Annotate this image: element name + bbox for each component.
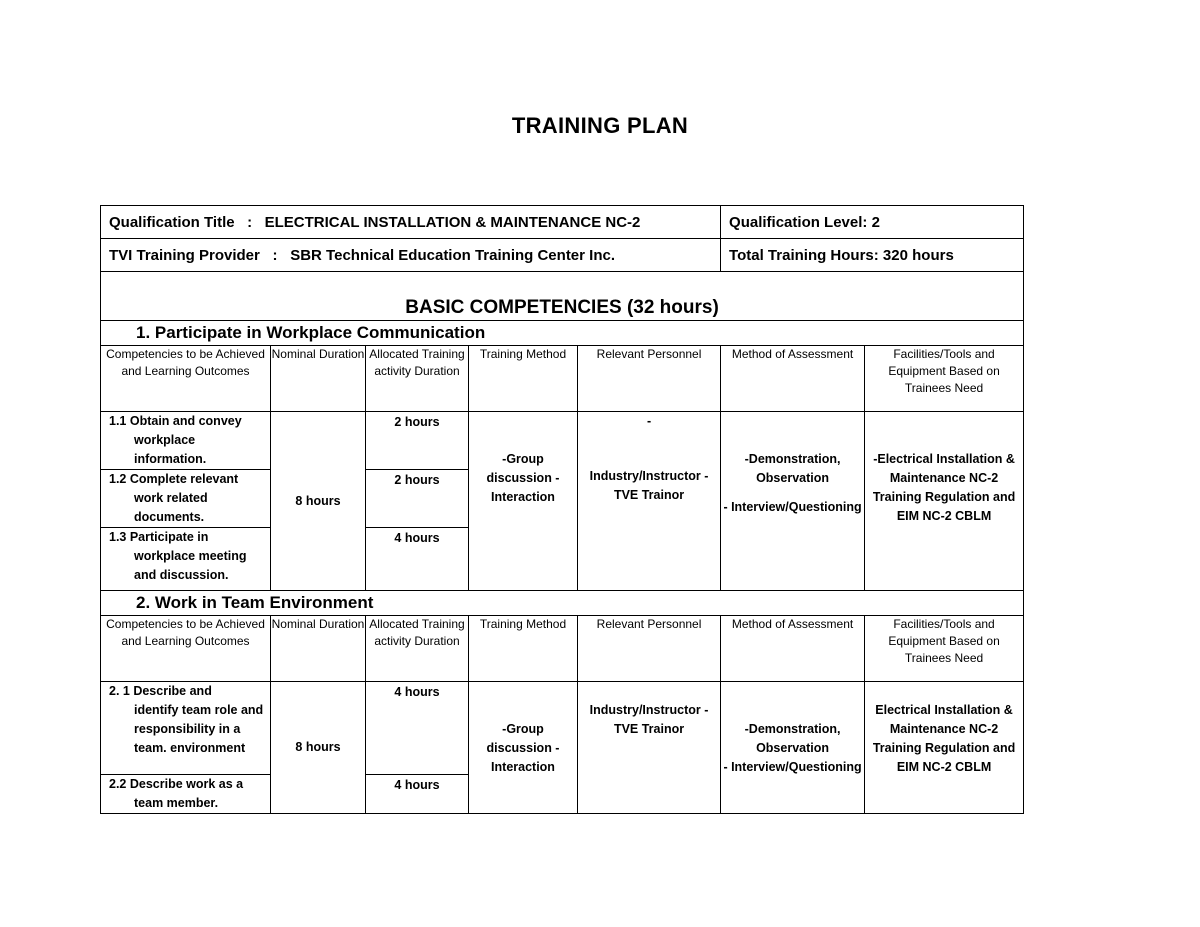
qualification-value: ELECTRICAL INSTALLATION & MAINTENANCE NC-2 [264, 213, 641, 231]
allocated-duration: 4 hours [366, 775, 469, 814]
provider-label: TVI Training Provider [109, 246, 260, 264]
relevant-personnel [578, 412, 721, 591]
col-header-method: Training Method [469, 346, 578, 412]
facilities-text: Electrical Installation & Maintenance NC-2 Training Regulation and [872, 703, 1016, 755]
outcome-number: 1.3 Participate in [109, 530, 209, 544]
basic-competencies-row [101, 272, 1024, 321]
col-header-facilities: Facilities/Tools and Equipment Based on Trainees Need [865, 616, 1024, 682]
facilities [865, 412, 1024, 591]
section-1-heading: 1. Participate in Workplace Communication [101, 321, 1024, 346]
allocated-duration: 4 hours [366, 528, 469, 591]
provider-separator: : [272, 246, 278, 264]
outcome-text: identify team role and responsibility in a team. environment [134, 703, 264, 755]
outcome-number: 2. 1 Describe and [109, 684, 212, 698]
provider-cell [101, 239, 721, 272]
total-hours: Total Training Hours: 320 hours [721, 239, 1024, 272]
outcome-text: work related documents. [134, 491, 208, 524]
column-header-row [101, 616, 1024, 682]
assessment-method [721, 682, 865, 814]
col-header-allocated: Allocated Training activity Duration [366, 346, 469, 412]
personnel-dash: - [646, 414, 652, 428]
table-row [101, 682, 1024, 775]
learning-outcome [101, 528, 271, 591]
col-header-personnel: Relevant Personnel [578, 346, 721, 412]
outcome-number: 1.1 Obtain and convey [109, 414, 242, 428]
provider-row [101, 239, 1024, 272]
section-2-heading: 2. Work in Team Environment [101, 591, 1024, 616]
col-header-nominal: Nominal Duration [271, 616, 366, 682]
qualification-level: Qualification Level: 2 [721, 206, 1024, 239]
learning-outcome [101, 682, 271, 775]
allocated-duration: 2 hours [366, 470, 469, 528]
col-header-competencies: Competencies to be Achieved and Learning Outcomes [101, 346, 271, 412]
training-method: -Group discussion -Interaction [469, 412, 578, 591]
training-method: -Group discussion -Interaction [469, 682, 578, 814]
col-header-facilities: Facilities/Tools and Equipment Based on Trainees Need [865, 346, 1024, 412]
col-header-allocated: Allocated Training activity Duration [366, 616, 469, 682]
outcome-number: 2.2 Describe work as a [109, 777, 244, 791]
col-header-nominal: Nominal Duration [271, 346, 366, 412]
facilities-text-2: EIM NC-2 CBLM [896, 760, 992, 774]
table-row [101, 412, 1024, 470]
nominal-duration: 8 hours [271, 412, 366, 591]
qualification-title-cell [101, 206, 721, 239]
column-header-row [101, 346, 1024, 412]
outcome-number: 1.2 Complete relevant [109, 472, 239, 486]
outcome-text: workplace information. [134, 433, 207, 466]
training-plan-table [100, 205, 1024, 814]
personnel-text: Industry/Instructor -TVE Trainor [589, 469, 709, 502]
provider-value: SBR Technical Education Training Center Inc. [290, 246, 615, 264]
qualification-separator: : [247, 213, 253, 231]
learning-outcome [101, 412, 271, 470]
outcome-text: workplace meeting and discussion. [134, 549, 247, 582]
outcome-text: team member. [134, 796, 219, 810]
page-title: TRAINING PLAN [511, 113, 689, 138]
learning-outcome [101, 470, 271, 528]
section-heading-row [101, 591, 1024, 616]
assessment-text: -Demonstration, Observation [744, 452, 841, 485]
relevant-personnel: Industry/Instructor -TVE Trainor [578, 682, 721, 814]
assessment-text: -Demonstration, Observation [744, 722, 841, 755]
facilities-text: -Electrical Installation & Maintenance NC-2 Training Regulation and [872, 452, 1016, 504]
assessment-text-2: - Interview/Questioning [723, 760, 862, 774]
facilities [865, 682, 1024, 814]
assessment-text-2: - Interview/Questioning [723, 500, 862, 514]
facilities-text-2: EIM NC-2 CBLM [896, 509, 992, 523]
learning-outcome [101, 775, 271, 814]
allocated-duration: 2 hours [366, 412, 469, 470]
assessment-method [721, 412, 865, 591]
allocated-duration: 4 hours [366, 682, 469, 775]
col-header-assessment: Method of Assessment [721, 616, 865, 682]
qualification-row [101, 206, 1024, 239]
nominal-duration: 8 hours [271, 682, 366, 814]
section-heading-row [101, 321, 1024, 346]
col-header-assessment: Method of Assessment [721, 346, 865, 412]
col-header-personnel: Relevant Personnel [578, 616, 721, 682]
col-header-competencies: Competencies to be Achieved and Learning Outcomes [101, 616, 271, 682]
qualification-label: Qualification Title [109, 213, 235, 231]
basic-competencies-heading: BASIC COMPETENCIES (32 hours) [101, 272, 1024, 321]
col-header-method: Training Method [469, 616, 578, 682]
